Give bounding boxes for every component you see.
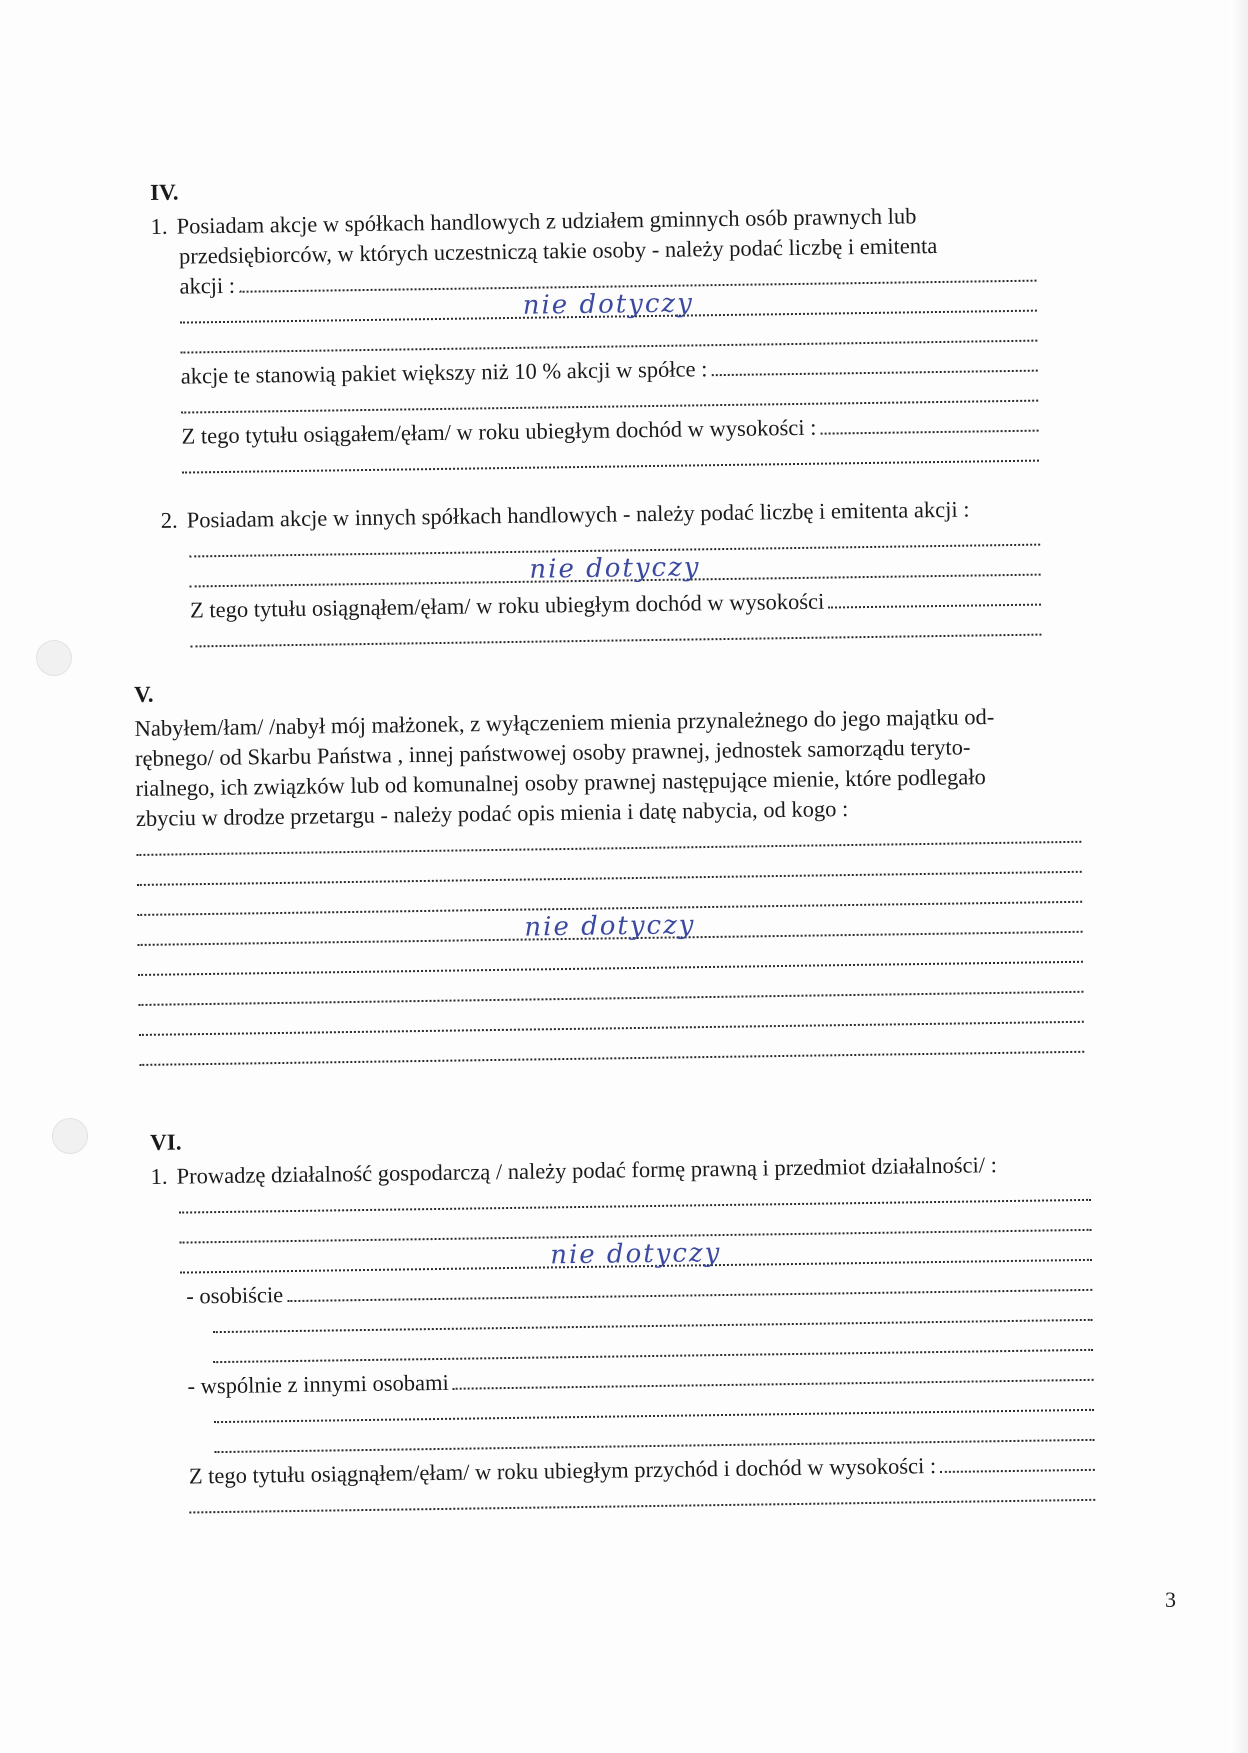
v-line-2: rębnego/ od Skarbu Państwa , innej państwowej osoby prawnej, jednostek samorządu teryto-: [134, 734, 971, 771]
iv-1-stake-label: akcje te stanowią pakiet większy niż 10 % akcji w spółce :: [180, 356, 708, 389]
section-iv-heading: IV.: [150, 179, 179, 205]
iv-2-text-1: Posiadam akcje w innych spółkach handlowych - należy podać liczbę i emitenta akcji :: [186, 496, 970, 533]
iv-2-income-field[interactable]: [828, 584, 1041, 609]
vi-1-joint-label: - wspólnie z innymi osobami: [187, 1369, 449, 1399]
v-line-1: Nabyłem/łam/ /nabył mój małżonek, z wyłączeniem mienia przynależnego do jego majątku od-: [134, 703, 995, 741]
v-handwritten-answer: nie dotyczy: [524, 910, 696, 943]
iv-1-number: 1.: [150, 213, 168, 239]
section-vi-heading: VI.: [150, 1129, 182, 1155]
section-v: [134, 669, 1084, 1074]
section-iv: [150, 168, 1042, 656]
section-v-heading: V.: [134, 681, 154, 707]
iv-1-handwritten-answer: nie dotyczy: [522, 288, 695, 321]
section-vi: [150, 1117, 1095, 1522]
page-number: 3: [1165, 1587, 1176, 1612]
iv-2-income-label: Z tego tytułu osiągnąłem/ęłam/ w roku ubiegłym dochód w wysokości: [189, 588, 825, 623]
iv-1-income-label: Z tego tytułu osiągałem/ęłam/ w roku ubiegłym dochód w wysokości :: [181, 414, 817, 449]
iv-1-stake-field[interactable]: [711, 350, 1038, 377]
v-line-3: rialnego, ich związków lub od komunalnej osoby prawnej następujące mienie, które podlegało: [135, 764, 986, 801]
vi-1-text-1: Prowadzę działalność gospodarczą / należy podać formę prawną i przedmiot działalności/ :: [176, 1152, 998, 1189]
iv-2-number: 2.: [160, 507, 178, 533]
vi-1-number: 1.: [150, 1163, 168, 1189]
vi-1-income-field[interactable]: [940, 1449, 1095, 1473]
iv-2-handwritten-answer: nie dotyczy: [529, 552, 701, 585]
vi-1-handwritten-answer: nie dotyczy: [550, 1238, 722, 1271]
iv-1-shares-label: akcji :: [179, 272, 236, 299]
vi-1-personal-label: - osobiście: [186, 1282, 284, 1309]
iv-1-income-field[interactable]: [820, 410, 1038, 435]
iv-1-text-1: Posiadam akcje w spółkach handlowych z udziałem gminnych osób prawnych lub: [176, 203, 917, 239]
vi-1-income-label: Z tego tytułu osiągnąłem/ęłam/ w roku ubiegłym przychód i dochód w wysokości :: [188, 1453, 937, 1489]
iv-1-line-2: przedsiębiorców, w których uczestniczą takie osoby - należy podać liczbę i emitenta: [178, 233, 938, 269]
v-line-4: zbyciu w drodze przetargu - należy podać opis mienia i datę nabycia, od kogo :: [135, 796, 849, 831]
